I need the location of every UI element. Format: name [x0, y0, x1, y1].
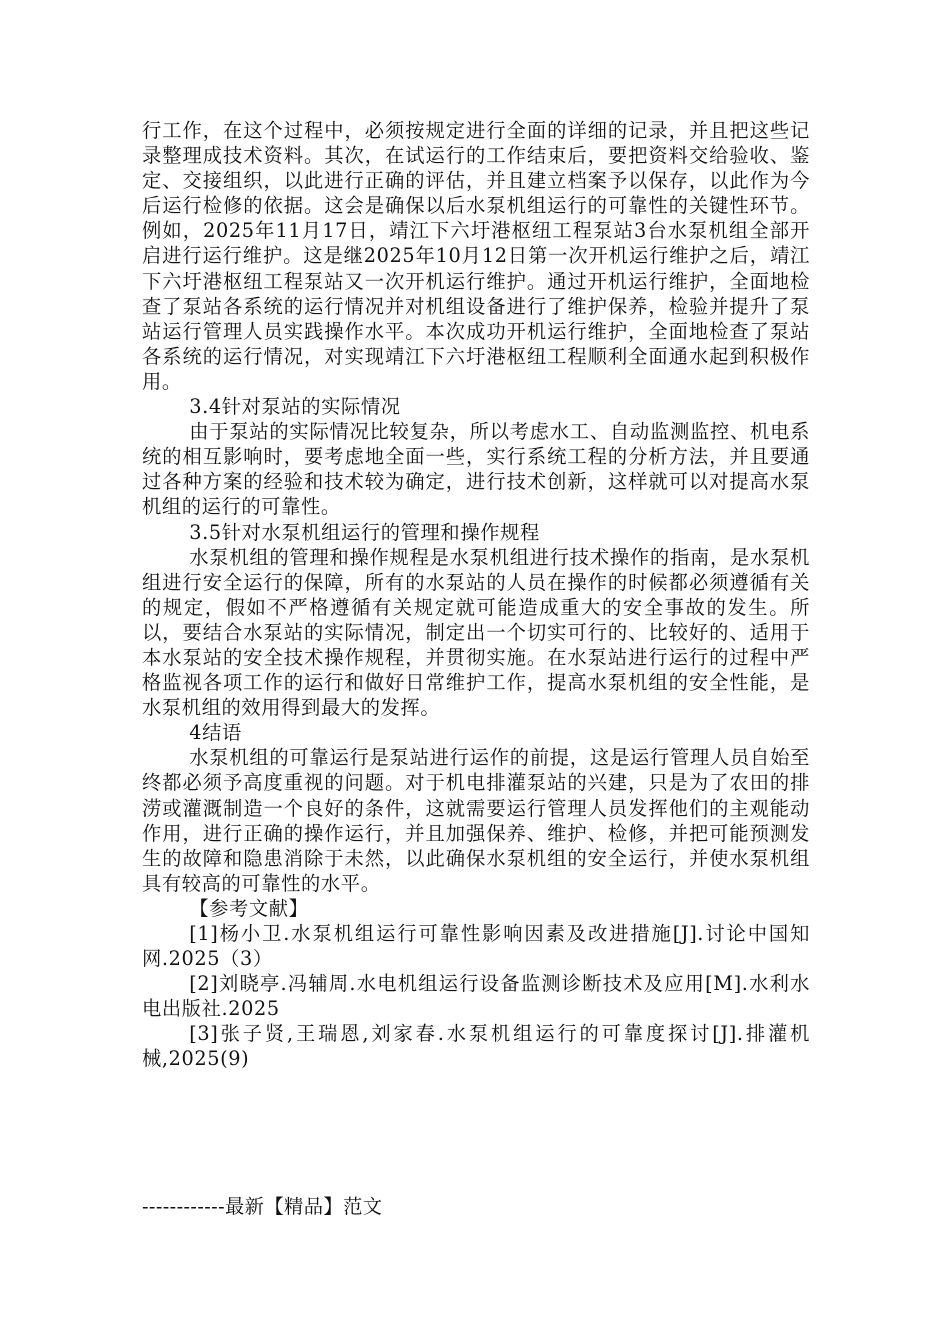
paragraph-continuation: 行工作，在这个过程中，必须按规定进行全面的详细的记录，并且把这些记录整理成技术资料。其次，在试运行的工作结束后，要把资料交给验收、鉴定、交接组织，以此进行正确的评估，并且建立档案予以保存，以此作为今后运行检修的依据。这会是确保以后水泵机组运行的可靠性的关键性环节。例如，2025年11月17日，靖江下六圩港枢纽工程泵站3台水泵机组全部开启进行运行维护。这是继2025年10月12日第一次开机运行维护之后，靖江下六圩港枢纽工程泵站又一次开机运行维护。通过开机运行维护，全面地检查了泵站各系统的运行情况并对机组设备进行了维护保养，检验并提升了泵站运行管理人员实践操作水平。本次成功开机运行维护，全面地检查了泵站各系统的运行情况，对实现靖江下六圩港枢纽工程顺利全面通水起到积极作用。	[142, 119, 810, 393]
reference-item: [1]杨小卫.水泵机组运行可靠性影响因素及改进措施[J].讨论中国知网.2025（3）	[142, 922, 810, 971]
paragraph-4: 水泵机组的可靠运行是泵站进行运作的前提，这是运行管理人员自始至终都必须予高度重视的问题。对于机电排灌泵站的兴建，只是为了农田的排涝或灌溉制造一个良好的条件，这就需要运行管理人员发挥他们的主观能动作用，进行正确的操作运行，并且加强保养、维护、检修，并把可能预测发生的故障和隐患消除于未然，以此确保水泵机组的安全运行，并使水泵机组具有较高的可靠性的水平。	[142, 746, 810, 895]
section-heading-3-5: 3.5针对水泵机组运行的管理和操作规程	[189, 520, 540, 544]
reference-item: [2]刘晓亭.冯辅周.水电机组运行设备监测诊断技术及应用[M].水利水电出版社.2025	[142, 972, 810, 1021]
paragraph-3-5: 水泵机组的管理和操作规程是水泵机组进行技术操作的指南，是水泵机组进行安全运行的保障，所有的水泵站的人员在操作的时候都必须遵循有关的规定，假如不严格遵循有关规定就可能造成重大的安全事故的发生。所以，要结合水泵站的实际情况，制定出一个切实可行的、比较好的、适用于本水泵站的安全技术操作规程，并贯彻实施。在水泵站进行运行的过程中严格监视各项工作的运行和做好日常维护工作，提高水泵机组的安全性能，是水泵机组的效用得到最大的发挥。	[142, 545, 810, 720]
section-heading-3-4: 3.4针对泵站的实际情况	[189, 395, 401, 419]
page-footer: ------------最新【精品】范文	[142, 1195, 383, 1218]
paragraph-3-4: 由于泵站的实际情况比较复杂，所以考虑水工、自动监测监控、机电系统的相互影响时，要考虑地全面一些，实行系统工程的分析方法，并且要通过各种方案的经验和技术较为确定，进行技术创新，这样就可以对提高水泵机组的运行的可靠性。	[142, 420, 810, 519]
document-body	[142, 118, 810, 1072]
section-heading-4: 4结语	[189, 721, 242, 745]
references-title: 【参考文献】	[189, 896, 309, 920]
reference-item: [3]张子贤,王瑞恩,刘家春.水泵机组运行的可靠度探讨[J].排灌机械,2025(9)	[142, 1022, 810, 1071]
